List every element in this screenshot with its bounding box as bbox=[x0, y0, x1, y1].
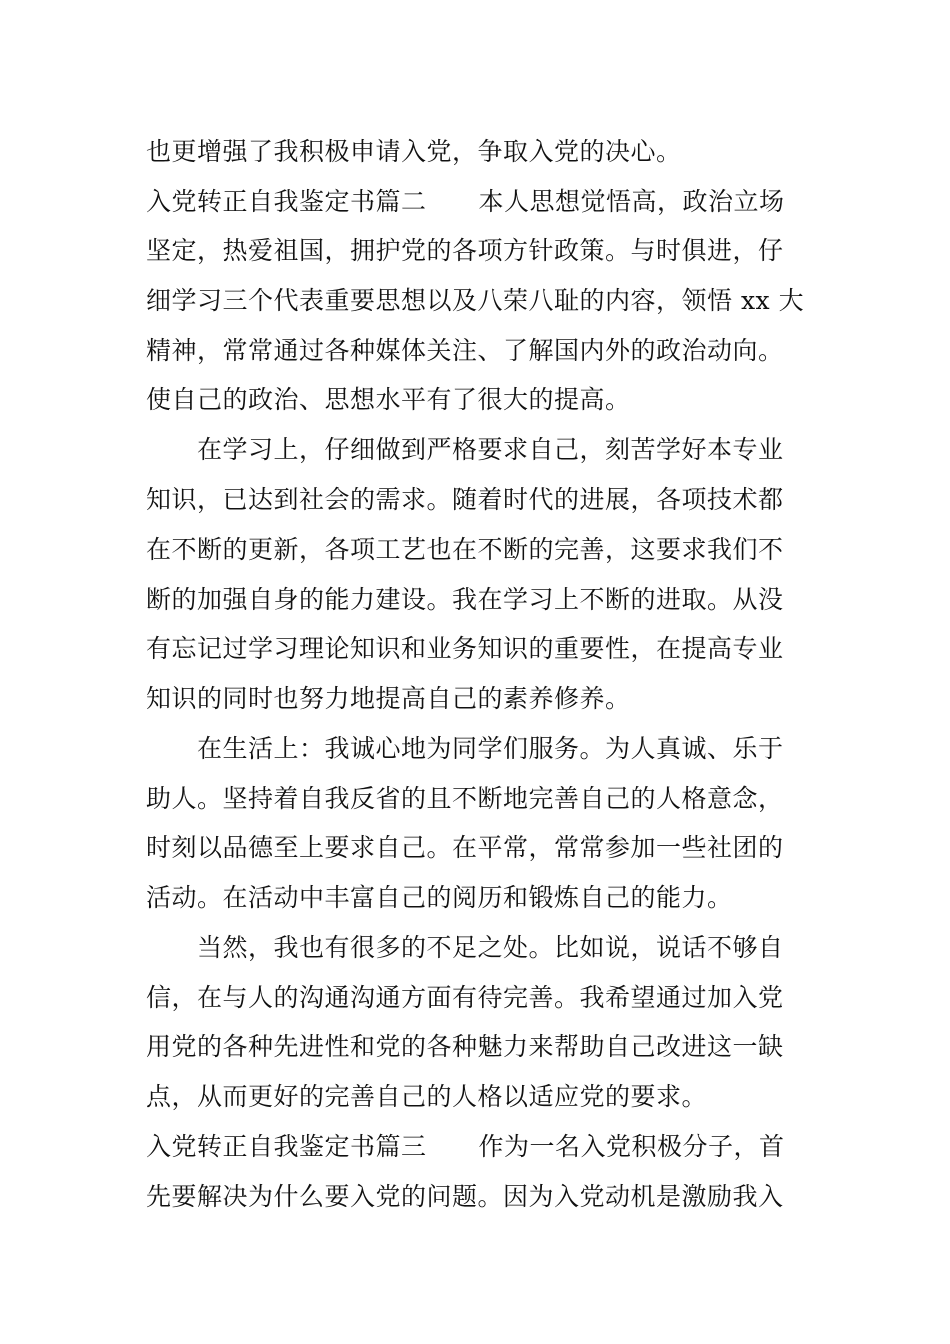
text-line: 细学习三个代表重要思想以及八荣八耻的内容，领悟 xx 大 bbox=[146, 286, 805, 315]
text-line: 知识的同时也努力地提高自己的素养修养。 bbox=[146, 684, 631, 713]
section-heading-line bbox=[146, 1127, 816, 1167]
section-text: 作为一名入党积极分子，首 bbox=[478, 1132, 785, 1161]
text-line: 使自己的政治、思想水平有了很大的提高。 bbox=[146, 385, 631, 414]
text-line: 在不断的更新，各项工艺也在不断的完善，这要求我们不 bbox=[146, 535, 784, 564]
section-heading: 入党转正自我鉴定书篇三 bbox=[146, 1132, 427, 1161]
paragraph-first-line: 当然，我也有很多的不足之处。比如说，说话不够自 bbox=[197, 933, 784, 962]
section-heading-line bbox=[146, 182, 816, 222]
text-line: 活动。在活动中丰富自己的阅历和锻炼自己的能力。 bbox=[146, 883, 733, 912]
text-line: 时刻以品德至上要求自己。在平常，常常参加一些社团的 bbox=[146, 833, 784, 862]
section-heading: 入党转正自我鉴定书篇二 bbox=[146, 187, 427, 216]
text-line: 点，从而更好的完善自己的人格以适应党的要求。 bbox=[146, 1082, 708, 1111]
text-line: 先要解决为什么要入党的问题。因为入党动机是激励我入 bbox=[146, 1182, 784, 1211]
section-text: 本人思想觉悟高，政治立场 bbox=[478, 187, 785, 216]
paragraph-first-line: 在生活上：我诚心地为同学们服务。为人真诚、乐于 bbox=[197, 734, 784, 763]
text-line: 知识，已达到社会的需求。随着时代的进展，各项技术都 bbox=[146, 485, 784, 514]
text-line: 信，在与人的沟通沟通方面有待完善。我希望通过加入党 bbox=[146, 983, 784, 1012]
paragraph-first-line: 在学习上，仔细做到严格要求自己，刻苦学好本专业 bbox=[197, 435, 784, 464]
text-line: 也更增强了我积极申请入党，争取入党的决心。 bbox=[146, 137, 682, 166]
text-line: 用党的各种先进性和党的各种魅力来帮助自己改进这一缺 bbox=[146, 1032, 784, 1061]
text-line: 断的加强自身的能力建设。我在学习上不断的进取。从没 bbox=[146, 585, 784, 614]
text-line: 有忘记过学习理论知识和业务知识的重要性，在提高专业 bbox=[146, 634, 784, 663]
text-line: 坚定，热爱祖国，拥护党的各项方针政策。与时俱进，仔 bbox=[146, 236, 784, 265]
text-line: 助人。坚持着自我反省的且不断地完善自己的人格意念， bbox=[146, 784, 784, 813]
text-line: 精神，常常通过各种媒体关注、了解国内外的政治动向。 bbox=[146, 336, 784, 365]
